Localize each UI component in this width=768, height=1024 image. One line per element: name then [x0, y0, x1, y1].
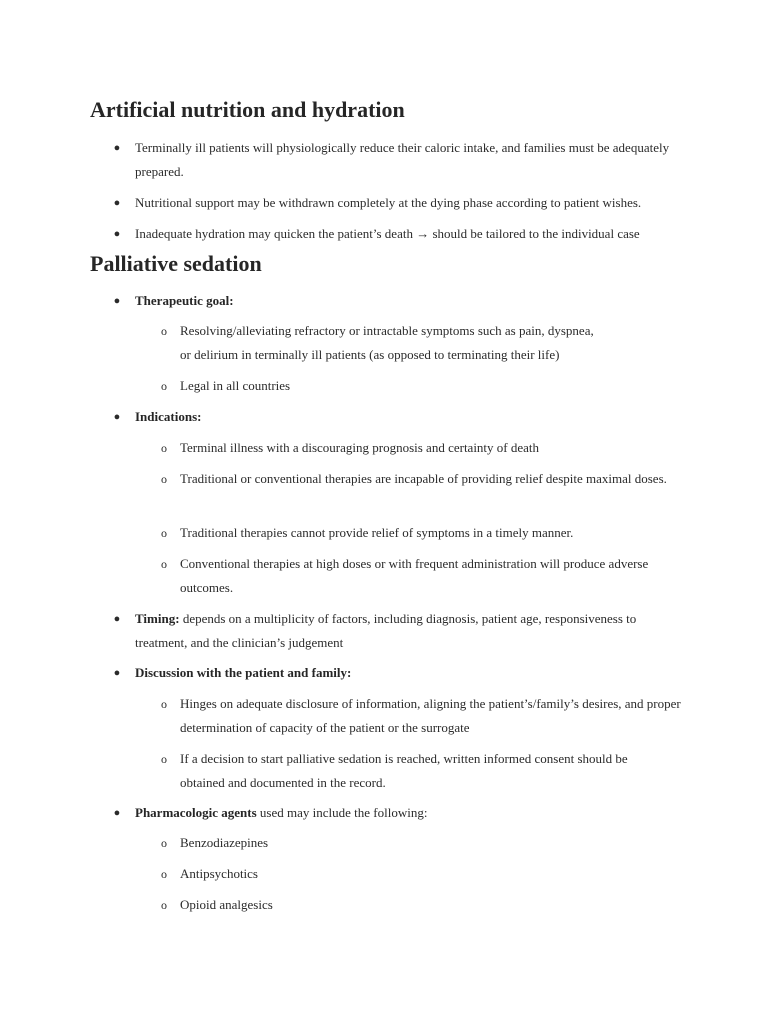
sub-list-item-continuation — [180, 343, 690, 367]
sub-list-item-text: Hinges on adequate disclosure of information, aligning the patient’s/family’s desires, and proper determination of capacity of the patient or the surrogate — [180, 696, 681, 735]
sub-list-item — [161, 521, 690, 545]
sub-list-item-text: Traditional or conventional therapies are incapable of providing relief despite maximal doses. — [180, 471, 667, 486]
sub-list-item — [161, 552, 650, 600]
sub-list-item — [161, 436, 690, 460]
bullet-marker: ● — [113, 295, 121, 307]
sub-bullet-marker: o — [161, 836, 167, 850]
sub-list-item — [161, 467, 675, 491]
list-item-text: Terminally ill patients will physiologically reduce their caloric intake, and families must be adequately prepared. — [135, 140, 670, 179]
list-item-label: Discussion with the patient and family: — [135, 665, 352, 680]
list-item-discussion — [113, 661, 695, 685]
sub-bullet-marker: o — [161, 752, 167, 766]
section-heading-nutrition: Artificial nutrition and hydration — [90, 97, 405, 122]
sub-list-item-text: Resolving/alleviating refractory or intractable symptoms such as pain, dyspnea, — [180, 323, 594, 338]
sub-bullet-marker: o — [161, 867, 167, 881]
sub-bullet-marker: o — [161, 526, 167, 540]
list-item-label: Timing: — [135, 611, 180, 626]
sub-bullet-marker: o — [161, 379, 167, 393]
list-item-therapeutic-goal — [113, 289, 695, 313]
sub-list-item-text: If a decision to start palliative sedation is reached, written informed consent should be obtained and documented in the record. — [180, 751, 628, 790]
sub-list-item-text: Conventional therapies at high doses or with frequent administration will produce adverse outcomes. — [180, 556, 649, 595]
sub-bullet-marker: o — [161, 441, 167, 455]
sub-list-item-text: Opioid analgesics — [180, 897, 273, 912]
bullet-marker: ● — [113, 613, 121, 625]
bullet-marker: ● — [113, 142, 121, 154]
sub-list-item — [161, 831, 690, 855]
sub-list-item — [161, 747, 670, 795]
sub-list-item-text: Benzodiazepines — [180, 835, 269, 850]
list-item — [113, 136, 695, 184]
list-item — [113, 222, 735, 246]
list-item-label: Pharmacologic agents — [135, 805, 257, 820]
bullet-marker: ● — [113, 667, 121, 679]
list-item-text: used may include the following: — [256, 805, 428, 820]
sub-bullet-marker: o — [161, 557, 167, 571]
sub-list-item-text: or delirium in terminally ill patients (as opposed to terminating their life) — [180, 347, 560, 362]
bullet-marker: ● — [113, 411, 121, 423]
bullet-marker: ● — [113, 197, 121, 209]
list-item — [113, 191, 695, 215]
sub-list-item-text: Terminal illness with a discouraging prognosis and certainty of death — [180, 440, 540, 455]
sub-bullet-marker: o — [161, 472, 167, 486]
sub-bullet-marker: o — [161, 697, 167, 711]
sub-list-item-text: Traditional therapies cannot provide relief of symptoms in a timely manner. — [180, 525, 574, 540]
list-item-indications — [113, 405, 695, 429]
sub-list-item — [161, 374, 690, 398]
sub-bullet-marker: o — [161, 324, 167, 338]
section-heading-sedation: Palliative sedation — [90, 251, 262, 276]
sub-list-item — [161, 862, 690, 886]
list-item-text: Nutritional support may be withdrawn completely at the dying phase according to patient wishes. — [135, 195, 642, 210]
bullet-marker: ● — [113, 228, 121, 240]
sub-list-item — [161, 893, 690, 917]
list-item-text: Inadequate hydration may quicken the patient’s death → should be tailored to the individual case — [135, 226, 640, 241]
sub-bullet-marker: o — [161, 898, 167, 912]
sub-list-item-text: Legal in all countries — [180, 378, 291, 393]
list-item-label: Therapeutic goal: — [135, 293, 234, 308]
sub-list-item-text: Antipsychotics — [180, 866, 258, 881]
list-item-label: Indications: — [135, 409, 202, 424]
list-item-timing — [113, 607, 680, 655]
sub-list-item — [161, 319, 690, 343]
list-item-pharmacologic-agents — [113, 801, 695, 825]
bullet-marker: ● — [113, 807, 121, 819]
list-item-text: depends on a multiplicity of factors, including diagnosis, patient age, responsiveness to treatment, and the clinician’s judgement — [135, 611, 637, 650]
sub-list-item — [161, 692, 685, 740]
